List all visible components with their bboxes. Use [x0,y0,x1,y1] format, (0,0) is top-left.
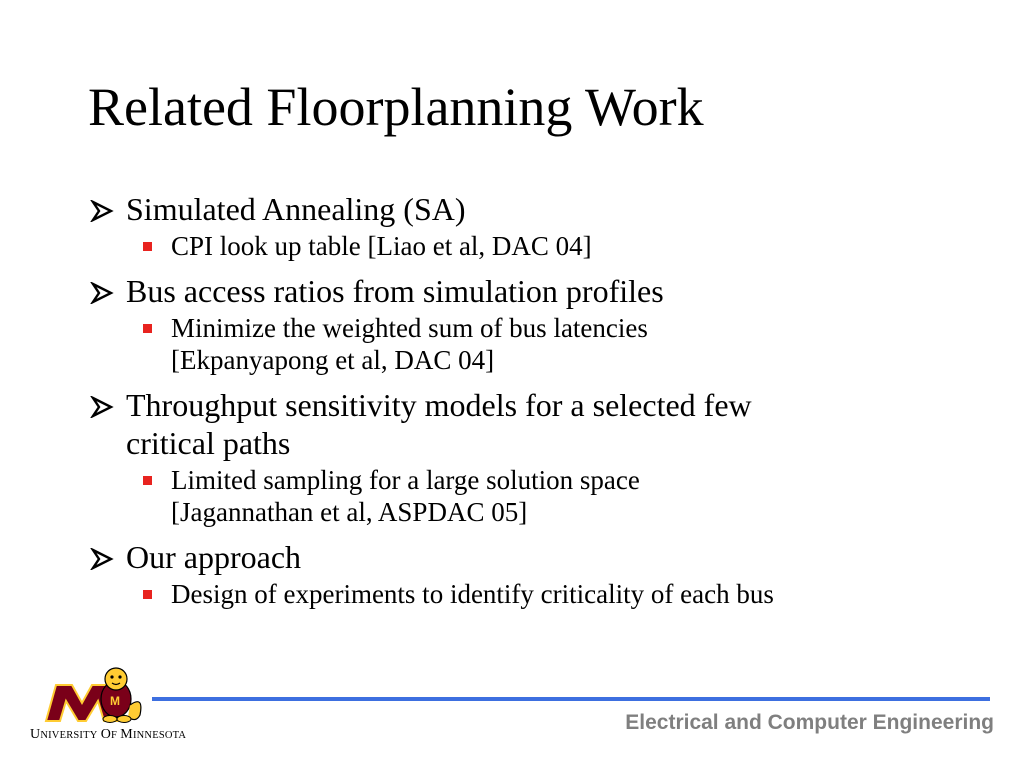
university-name-text: UNIVERSITY OF MINNESOTA [30,727,187,742]
arrow-bullet-icon [90,548,114,570]
sub-bullet-text: Design of experiments to identify criticality of each bus [171,579,774,609]
svg-text:M: M [110,694,120,708]
bullet-text: Simulated Annealing (SA) [126,191,466,227]
sub-bullet-text-line: Minimize the weighted sum of bus latencies [171,313,648,343]
arrow-bullet-icon [90,282,114,304]
square-bullet-icon [143,476,152,485]
sub-bullet-text-line: Limited sampling for a large solution space [171,465,640,495]
sub-bullet-item [88,578,968,610]
square-bullet-icon [143,590,152,599]
bullet-item [88,190,968,228]
department-name: Electrical and Computer Engineering [625,711,994,734]
sub-bullet-item [88,230,968,262]
bullet-text-line: critical paths [126,425,291,461]
goldy-gopher-M-icon [42,665,152,727]
arrow-bullet-icon [90,396,114,418]
sub-bullet-text-line: [Jagannathan et al, ASPDAC 05] [171,497,528,527]
arrow-bullet-icon [90,200,114,222]
sub-bullet-item [88,464,968,528]
university-name [30,727,186,743]
square-bullet-icon [143,324,152,333]
sub-bullet-item [88,312,968,376]
sub-bullet-text: CPI look up table [Liao et al, DAC 04] [171,231,592,261]
sub-bullet-text-line: [Ekpanyapong et al, DAC 04] [171,345,495,375]
bullet-item [88,538,968,576]
bullet-list [88,190,968,620]
slide-title: Related Floorplanning Work [88,77,704,137]
university-logo [30,665,200,745]
bullet-text: Our approach [126,539,302,575]
bullet-text: Bus access ratios from simulation profiles [126,273,664,309]
footer-divider [152,697,990,701]
bullet-text-line: Throughput sensitivity models for a selected few [126,387,752,423]
bullet-item [88,386,968,462]
square-bullet-icon [143,242,152,251]
bullet-item [88,272,968,310]
